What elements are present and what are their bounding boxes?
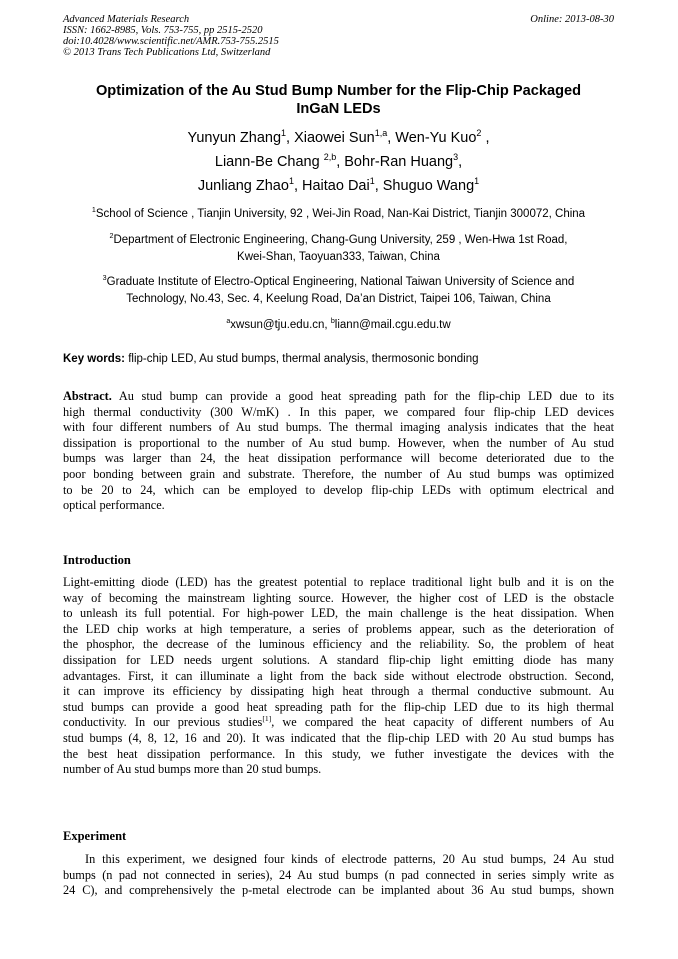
keywords-text: flip-chip LED, Au stud bumps, thermal analysis, thermosonic bonding: [125, 353, 479, 365]
abstract-line: bumps was larger than 24, the heat dissipation performance will become deteriorated due to the: [63, 451, 614, 466]
author-sup: 1,a: [374, 128, 388, 139]
author-sup: 1: [369, 176, 375, 187]
issn-line: ISSN: 1662-8985, Vols. 753-755, pp 2515-2520: [63, 25, 263, 36]
body-line: stud bumps (4, 8, 12, 16 and 20). It was indicated that the flip-chip LED with 20 Au stud bumps has: [63, 730, 614, 745]
body-line: Light-emitting diode (LED) has the greatest potential to replace traditional light bulb and it is on the: [63, 575, 614, 589]
affiliation-sup: 1: [91, 206, 96, 215]
abstract-label: Abstract.: [63, 389, 112, 403]
body-line: 24 C), and comprehensively the p-metal electrode can be implanted about 36 Au stud bumps, shown: [63, 883, 614, 898]
affiliation-text: Kwei-Shan, Taoyuan333, Taiwan, China: [237, 251, 440, 263]
body-line: to unleash its full potential. For high-power LED, the main challenge is the heat dissipation. When: [63, 606, 614, 621]
author-sep: ,: [293, 178, 302, 194]
doi-line: doi:10.4028/www.scientific.net/AMR.753-755.2515: [63, 36, 279, 47]
body-line: the best heat dissipation performance. In this study, we futher investigate the devices with the: [63, 746, 614, 761]
author-line-2: [63, 150, 614, 174]
section-heading-introduction: Introduction: [63, 553, 131, 567]
author-line-1: [63, 126, 614, 150]
affiliation-3: [63, 274, 614, 308]
journal-header: [63, 14, 423, 58]
author-sep: ,: [458, 154, 463, 170]
email-sup-b: b: [330, 317, 335, 326]
body-line: stud bumps can provide a good heat spreading path for the flip-chip LED due to its high thermal: [63, 699, 614, 714]
author-sup: 3: [453, 152, 459, 163]
author-sup: 2,b: [323, 152, 337, 163]
author-sep: ,: [387, 130, 396, 146]
affiliation-sup: 3: [102, 274, 107, 283]
journal-name: Advanced Materials Research: [63, 14, 190, 25]
keywords: [63, 352, 614, 367]
body-line: bumps (n pad not connected in series), 24 Au stud bumps (n pad connected in series simply write as: [63, 867, 614, 882]
body-line: dissipation for LED needs urgent solutions. A standard flip-chip light emitting diode has many: [63, 652, 614, 667]
title-line-2: InGaN LEDs: [296, 101, 381, 117]
author-name: Haitao Dai: [302, 178, 370, 194]
body-text: conductivity. In our previous studies: [63, 715, 263, 730]
abstract-line: dissipation is proportional to the number of Au stud bump. However, when the number of Au stud: [63, 435, 614, 450]
body-line: way of becoming the mainstream lighting source. However, the higher cost of LED is the obstacle: [63, 590, 614, 605]
author-name: Xiaowei Sun: [294, 130, 375, 146]
author-sep: ,: [336, 154, 345, 170]
body-line: it can improve its efficiency by dissipating high heat through a thermal conductive submount. Au: [63, 684, 614, 699]
keywords-label: Key words:: [63, 353, 125, 365]
introduction-body: [63, 575, 614, 778]
body-text: , we compared the heat capacity of different numbers of Au: [271, 715, 614, 730]
abstract-line: to be 20 to 24, which can be employed to develop flip-chip LEDs with optimum electrical and: [63, 482, 614, 497]
author-sup: 2: [476, 128, 482, 139]
author-name: Yunyun Zhang: [187, 130, 282, 146]
email-b: liann@mail.cgu.edu.tw: [334, 319, 451, 331]
abstract-line: poor bonding between grain and substrate. Therefore, the number of Au stud bumps was optimized: [63, 466, 614, 481]
citation-ref: [1]: [262, 714, 272, 724]
author-line-3: [63, 174, 614, 198]
affiliation-text: Department of Electronic Engineering, Chang-Gung University, 259 , Wen-Hwa 1st Road,: [113, 234, 568, 246]
online-date: Online: 2013-08-30: [530, 14, 614, 25]
author-sep: ,: [286, 130, 295, 146]
affiliation-text: School of Science , Tianjin University, 92 , Wei-Jin Road, Nan-Kai District, Tianjin 300072, China: [95, 208, 586, 220]
author-sup: 1: [281, 128, 287, 139]
author-name: Wen-Yu Kuo: [395, 130, 477, 146]
abstract-line: high thermal conductivity (300 W/mK) . In this paper, we compared four flip-chip LED devices: [63, 404, 614, 419]
copyright-line: © 2013 Trans Tech Publications Ltd, Switzerland: [63, 47, 271, 58]
abstract-line: optical performance.: [63, 498, 165, 513]
author-name: Shuguo Wang: [382, 178, 475, 194]
author-name: Liann-Be Chang: [214, 154, 324, 170]
affiliation-1: [63, 206, 614, 223]
author-sep: ,: [374, 178, 383, 194]
abstract-line: Au stud bump can provide a good heat spreading path for the flip-chip LED due to its: [111, 389, 614, 403]
body-line: advantages. First, it can illuminate a light from the back side without electrode obstruction. Second,: [63, 668, 614, 683]
body-line: number of Au stud bumps more than 20 stud bumps.: [63, 762, 322, 777]
section-heading-experiment: Experiment: [63, 829, 127, 843]
abstract-line: with four different numbers of Au stud bumps. The thermal imaging analysis indicates that the heat: [63, 420, 614, 435]
paper-title: [63, 82, 614, 118]
author-name: Bohr-Ran Huang: [344, 154, 454, 170]
body-line: In this experiment, we designed four kinds of electrode patterns, 20 Au stud bumps, 24 Au stud: [85, 852, 614, 866]
author-sep: ,: [481, 130, 490, 146]
body-line-with-citation: [63, 715, 614, 731]
email-a: xwsun@tju.edu.cn,: [230, 319, 331, 331]
title-line-1: Optimization of the Au Stud Bump Number for the Flip-Chip Packaged: [95, 83, 582, 99]
affiliation-2: [63, 232, 614, 266]
email-sup-a: a: [226, 317, 231, 326]
abstract: [63, 389, 614, 514]
body-line: the LED chip works at high temperature, a series of problems appear, such as the deterioration of: [63, 621, 614, 636]
experiment-body: [63, 852, 614, 899]
body-line: the phosphor, the decrease of the luminous efficiency and the reliability. So, the problem of heat: [63, 637, 614, 652]
author-name: Junliang Zhao: [197, 178, 289, 194]
affiliation-text: Graduate Institute of Electro-Optical Engineering, National Taiwan University of Science and: [106, 276, 575, 288]
affiliation-text: Technology, No.43, Sec. 4, Keelung Road, Da’an District, Taipei 106, Taiwan, China: [126, 293, 551, 305]
author-sup: 1: [474, 176, 480, 187]
affiliation-sup: 2: [109, 232, 114, 241]
author-list: [63, 126, 614, 198]
author-emails: [63, 317, 614, 334]
author-sup: 1: [288, 176, 294, 187]
